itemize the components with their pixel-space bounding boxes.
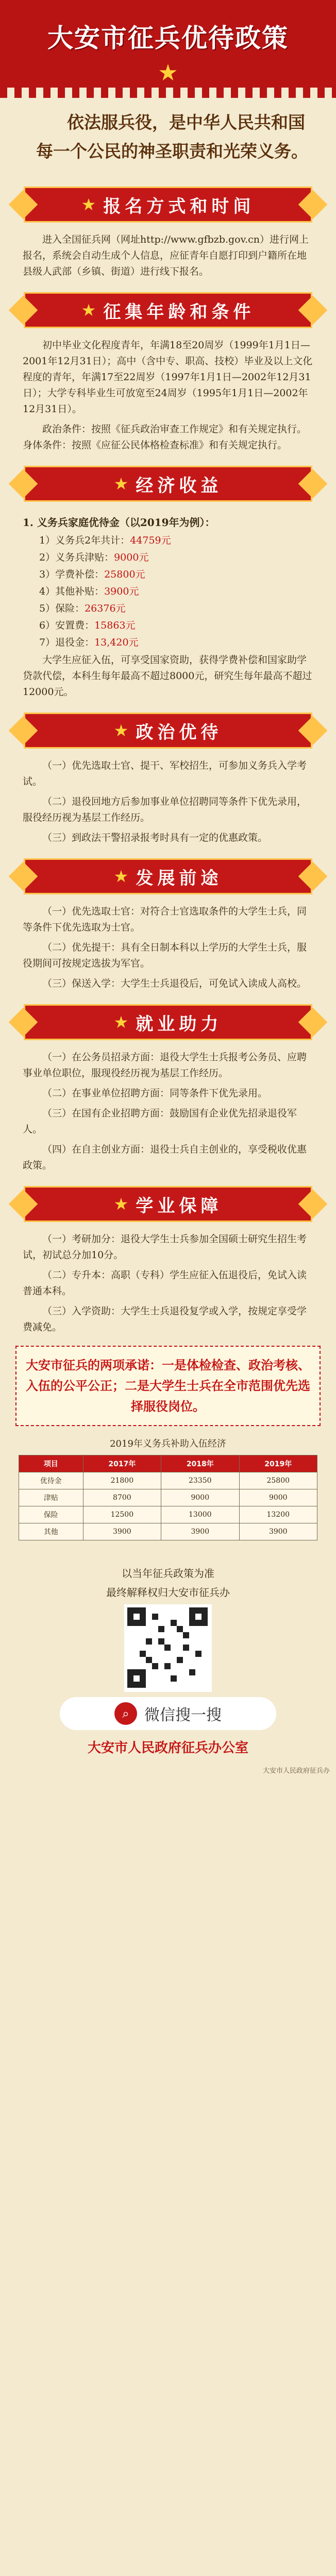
paragraph: （三）在国有企业招聘方面：鼓励国有企业优先招录退役军人。 — [23, 1108, 297, 1135]
section — [8, 1004, 328, 1174]
section-heading: 学业保障 — [136, 1195, 223, 1216]
qr-cell — [127, 1620, 133, 1626]
item-label: 3）学费补偿： — [39, 569, 105, 580]
table-cell: 23350 — [161, 1472, 239, 1489]
list-item — [39, 600, 297, 617]
section — [8, 187, 328, 280]
paragraph: 初中毕业文化程度青年，年满18至20周岁（1999年1月1日—2001年12月31日）；高中（含中专、职高、技校）毕业及以上文化程度的青年，年满17至22周岁（1997年1月1日—2002年12月31日）；大学专科毕业生可放宽至24周岁（1995年1月1日—2002年12月31日）。 — [23, 340, 313, 415]
paragraph: （二）专升本：高职（专科）学生应征入伍退役后，免试入读普通本科。 — [23, 1269, 307, 1297]
star-icon: ★ — [81, 195, 96, 214]
qr-cell — [195, 1651, 201, 1657]
qr-cell — [140, 1682, 146, 1688]
qr-cell — [195, 1620, 201, 1626]
table-row — [19, 1506, 317, 1523]
search-icon: ⌕ — [114, 1702, 137, 1725]
paragraph: （一）优先选取士官、提干、军校招生，可参加义务兵入学考试。 — [23, 760, 307, 787]
star-icon: ★ — [113, 1194, 129, 1214]
table-cell: 津贴 — [19, 1489, 83, 1506]
item-value: 15863元 — [94, 620, 136, 631]
qr-cell — [189, 1614, 195, 1620]
item-value: 9000元 — [114, 552, 149, 563]
qr-cell — [189, 1669, 195, 1675]
note-line1: 以当年征兵政策为准 — [122, 1567, 214, 1580]
item-label: 4）其他补贴： — [39, 586, 105, 597]
qr-cell — [171, 1620, 177, 1626]
section-banner — [24, 292, 312, 328]
column-header: 项目 — [19, 1455, 83, 1472]
qr-cell — [127, 1614, 133, 1620]
section — [8, 1186, 328, 1335]
search-label: 微信搜一搜 — [144, 1706, 222, 1724]
section-banner — [24, 858, 312, 894]
section — [8, 713, 328, 846]
office-name: 大安市人民政府征兵办公室 — [87, 1740, 248, 1756]
qr-cell — [164, 1645, 171, 1651]
qr-cell — [140, 1620, 146, 1626]
section-heading: 报名方式和时间 — [103, 196, 255, 217]
section-heading: 经济收益 — [136, 475, 223, 496]
table-cell: 12500 — [83, 1506, 161, 1523]
paragraph: 大学生应征入伍，可享受国家资助，获得学费补偿和国家助学贷款代偿，本科生每年最高不超过8000元，研究生每年最高不超过12000元。 — [23, 654, 312, 698]
qr-cell — [133, 1620, 140, 1626]
list-item — [39, 634, 297, 651]
qr-cell — [183, 1632, 189, 1638]
paragraph: （三）保送入学：大学生士兵退役后，可免试入读成人高校。 — [42, 978, 307, 989]
star-icon: ★ — [158, 60, 178, 86]
section-heading: 政治优待 — [136, 722, 223, 743]
star-icon: ★ — [113, 867, 129, 886]
paragraph: （一）考研加分：退役大学生士兵参加全国硕士研究生招生考试，初试总分加10分。 — [23, 1233, 307, 1261]
qr-cell — [140, 1669, 146, 1675]
item-label: 7）退役金： — [39, 637, 95, 648]
column-header: 2017年 — [83, 1455, 161, 1472]
section — [8, 466, 328, 700]
paragraph: 政治条件：按照《征兵政治审查工作规定》和有关规定执行。身体条件：按照《应征公民体格检查标准》和有关规定执行。 — [23, 423, 307, 451]
table-cell: 13000 — [161, 1506, 239, 1523]
qr-cell — [140, 1651, 146, 1657]
table-cell: 优待金 — [19, 1472, 83, 1489]
table-row — [19, 1523, 317, 1540]
table-cell: 9000 — [161, 1489, 239, 1506]
item-value: 13,420元 — [94, 637, 139, 648]
qr-cell — [158, 1638, 164, 1645]
note-line2: 最终解释权归大安市征兵办 — [106, 1586, 230, 1599]
qr-cell — [127, 1669, 133, 1675]
list-item — [39, 617, 297, 634]
section-banner — [24, 1004, 312, 1040]
qr-cell — [189, 1607, 195, 1614]
column-header: 2019年 — [239, 1455, 317, 1472]
promise-note: 大安市征兵的两项承诺：一是体检检查、政治考核、入伍的公平公正；二是大学生士兵在全市范围优先选择服役岗位。 — [15, 1346, 321, 1426]
section-banner — [24, 1186, 312, 1222]
qr-cell — [140, 1614, 146, 1620]
qr-cell — [201, 1620, 208, 1626]
motto: 依法服兵役，是中华人民共和国每一个公民的神圣职责和光荣义务。 — [36, 112, 308, 161]
column-header: 2018年 — [161, 1455, 239, 1472]
table-cell: 其他 — [19, 1523, 83, 1540]
paragraph: （三）入学资助：大学生士兵退役复学或入学，按规定享受学费减免。 — [23, 1306, 307, 1333]
item-label: 1）义务兵2年共计： — [39, 535, 130, 546]
qr-cell — [127, 1675, 133, 1682]
table-cell: 25800 — [239, 1472, 317, 1489]
paragraph: （二）优先提干：具有全日制本科以上学历的大学生士兵，服役期间可按规定选拔为军官。 — [23, 942, 307, 969]
section-banner — [24, 466, 312, 502]
qr-cell — [201, 1607, 208, 1614]
section-banner — [24, 187, 312, 223]
item-value: 44759元 — [130, 535, 171, 546]
wave-divider — [0, 88, 336, 98]
sections — [0, 187, 336, 1335]
qr-cell — [146, 1638, 152, 1645]
table-row — [19, 1472, 317, 1489]
list-item — [39, 583, 297, 600]
item-label: 2）义务兵津贴： — [39, 552, 114, 563]
qr-cell — [171, 1675, 177, 1682]
qr-cell — [127, 1607, 133, 1614]
qr-cell — [140, 1675, 146, 1682]
table-cell: 13200 — [239, 1506, 317, 1523]
qr-cell — [146, 1657, 152, 1663]
wechat-search-button[interactable] — [60, 1697, 276, 1730]
table-cell: 3900 — [161, 1523, 239, 1540]
bottom-area — [0, 1551, 336, 1782]
header — [0, 0, 336, 88]
qr-cell — [201, 1614, 208, 1620]
paragraph: （四）在自主创业方面：退役士兵自主创业的，享受税收优惠政策。 — [23, 1144, 307, 1171]
watermark: 大安市人民政府征兵办 — [262, 1767, 330, 1775]
section — [8, 292, 328, 453]
paragraph: 进入全国征兵网（网址http://www.gfbzb.gov.cn）进行网上报名，系统会自动生成个人信息，应征青年自愿打印到户籍所在地县级人武部（乡镇、街道）进行线下报名。 — [23, 234, 309, 277]
table-cell: 9000 — [239, 1489, 317, 1506]
benefit-list — [8, 531, 328, 652]
item-label: 6）安置费： — [39, 620, 95, 631]
qr-cell — [152, 1614, 158, 1620]
table-row — [19, 1489, 317, 1506]
section-subhead: 1. 义务兵家庭优待金（以2019年为例）： — [23, 516, 215, 529]
table-title: 2019年义务兵补助入伍经济 — [110, 1438, 226, 1449]
qr-cell — [189, 1620, 195, 1626]
qr-cell — [183, 1645, 189, 1651]
table-cell: 3900 — [239, 1523, 317, 1540]
section-heading: 就业助力 — [136, 1013, 223, 1035]
item-value: 25800元 — [104, 569, 145, 580]
star-icon: ★ — [81, 300, 96, 320]
qr-cell — [158, 1626, 164, 1632]
qr-cell — [140, 1607, 146, 1614]
star-icon: ★ — [113, 721, 129, 740]
qr-cell — [133, 1682, 140, 1688]
table-cell: 3900 — [83, 1523, 161, 1540]
qr-cell — [133, 1669, 140, 1675]
paragraph: （二）退役回地方后参加事业单位招聘同等条件下优先录用，服役经历视为基层工作经历。 — [23, 796, 307, 823]
qr-cell — [164, 1663, 171, 1669]
section — [8, 858, 328, 992]
section-heading: 征集年龄和条件 — [103, 301, 255, 323]
item-label: 5）保险： — [39, 603, 85, 614]
list-item — [39, 566, 297, 583]
qr-cell — [177, 1626, 183, 1632]
table-body — [19, 1472, 317, 1540]
table-header-row — [19, 1455, 317, 1472]
item-value: 26376元 — [85, 603, 126, 614]
paragraph: （二）在事业单位招聘方面：同等条件下优先录用。 — [42, 1088, 268, 1099]
paragraph: （一）优先选取士官：对符合士官选取条件的大学生士兵，同等条件下优先选取为士官。 — [23, 906, 307, 933]
page-title: 大安市征兵优待政策 — [47, 23, 289, 53]
paragraph: （三）到政法干警招录报考时具有一定的优惠政策。 — [42, 832, 268, 843]
qr-cell — [133, 1607, 140, 1614]
item-value: 3900元 — [104, 586, 139, 597]
table-cell: 8700 — [83, 1489, 161, 1506]
paragraph: （一）在公务员招录方面：退役大学生士兵报考公务员、应聘事业单位职位，服现役经历视为基层工作经历。 — [23, 1052, 307, 1079]
star-icon: ★ — [113, 474, 129, 494]
section-banner — [24, 713, 312, 749]
table-cell: 保险 — [19, 1506, 83, 1523]
qr-code[interactable] — [124, 1604, 212, 1692]
table-cell: 21800 — [83, 1472, 161, 1489]
qr-cell — [127, 1682, 133, 1688]
qr-cell — [152, 1663, 158, 1669]
list-item — [39, 532, 297, 549]
section-heading: 发展前途 — [136, 868, 223, 889]
star-icon: ★ — [113, 1012, 129, 1032]
subsidy-table — [19, 1455, 317, 1540]
qr-cell — [177, 1657, 183, 1663]
list-item — [39, 549, 297, 566]
qr-cell — [195, 1607, 201, 1614]
